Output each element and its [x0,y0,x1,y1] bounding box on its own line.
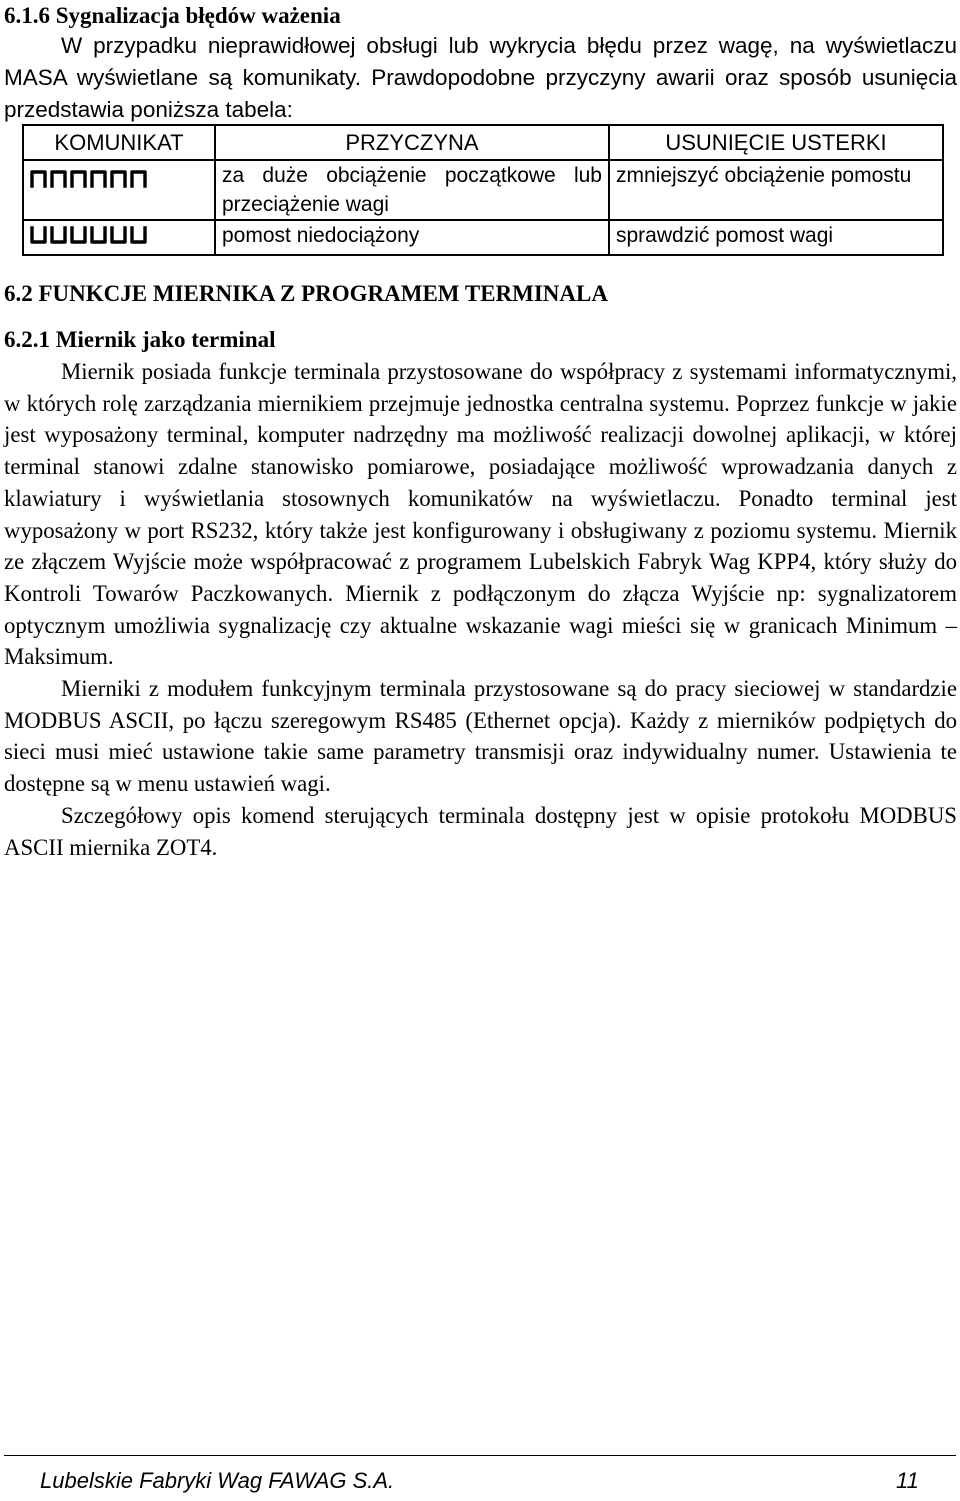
paragraph-terminal-functions: Miernik posiada funkcje terminala przystosowane do współpracy z systemami informatycznymi, w których rolę zarządzania miernikiem przejmuje jednostka centralna systemu. Poprzez funkcje w jakie jest wyposażony terminal, komputer nadrzędny ma możliwość realizacji dowolnej aplikacji, w której terminal stanowi zdalne stanowisko pomiarowe, posiadające możliwość wprowadzania danych z klawiatury i wyświetlania stosownych komunikatów na wyświetlaczu. Ponadto terminal jest wyposażony w port RS232, który także jest konfigurowany i obsługiwany z poziomu systemu. Miernik ze złączem Wyjście może współpracować z programem Lubelskich Fabryk Wag KPP4, który służy do Kontroli Towarów Paczkowanych. Miernik z podłączonym do złącza Wyjście np: sygnalizatorem optycznym umożliwia sygnalizację czy aktualne wskazanie wagi mieści się w granicach Minimum – Maksimum. [4,359,957,670]
section-616-title: 6.1.6 Sygnalizacja błędów ważenia [4,3,341,28]
header-komunikat: KOMUNIKAT [23,125,215,160]
section-621-title: 6.2.1 Miernik jako terminal [4,327,276,352]
paragraph-modbus-network: Mierniki z modułem funkcyjnym terminala przystosowane są do pracy sieciowej w standardzie MODBUS ASCII, po łączu szeregowym RS485 (Ethernet opcja). Każdy z mierników podpiętych do sieci musi mieć ustawione takie same parametry transmisji oraz indywidualny numer. Ustawienia te dostępne są w menu ustawień wagi. [4,676,957,797]
underload-segment-display-icon [30,226,150,246]
footer-page-number: 11 [896,1468,919,1493]
error-table-row-underload [23,220,943,255]
cause-cell: pomost niedociążony [215,220,609,255]
error-table-row-overload [23,160,943,220]
fix-cell: sprawdzić pomost wagi [609,220,943,255]
section-621-body [4,356,957,863]
footer-company: Lubelskie Fabryki Wag FAWAG S.A. [40,1468,395,1493]
overload-segment-display-icon [30,168,150,188]
section-616-intro: W przypadku nieprawidłowej obsługi lub wykrycia błędu przez wagę, na wyświetlaczu MASA wyświetlane są komunikaty. Prawdopodobne przyczyny awarii oraz sposób usunięcia przedstawia poniższa tabela: [4,33,957,122]
error-table [22,124,944,256]
header-przyczyna: PRZYCZYNA [215,125,609,160]
cause-cell: za duże obciążenie początkowe lub przeciążenie wagi [215,160,609,220]
fix-cell: zmniejszyć obciążenie pomostu [609,160,943,220]
message-cell [23,160,215,220]
error-table-header-row [23,125,943,160]
paragraph-command-reference: Szczegółowy opis komend sterujących terminala dostępny jest w opisie protokołu MODBUS ASCII miernika ZOT4. [4,802,957,860]
message-cell [23,220,215,255]
header-usuniecie: USUNIĘCIE USTERKI [609,125,943,160]
footer-divider [4,1455,956,1456]
section-62-title: 6.2 FUNKCJE MIERNIKA Z PROGRAMEM TERMINALA [4,281,608,306]
